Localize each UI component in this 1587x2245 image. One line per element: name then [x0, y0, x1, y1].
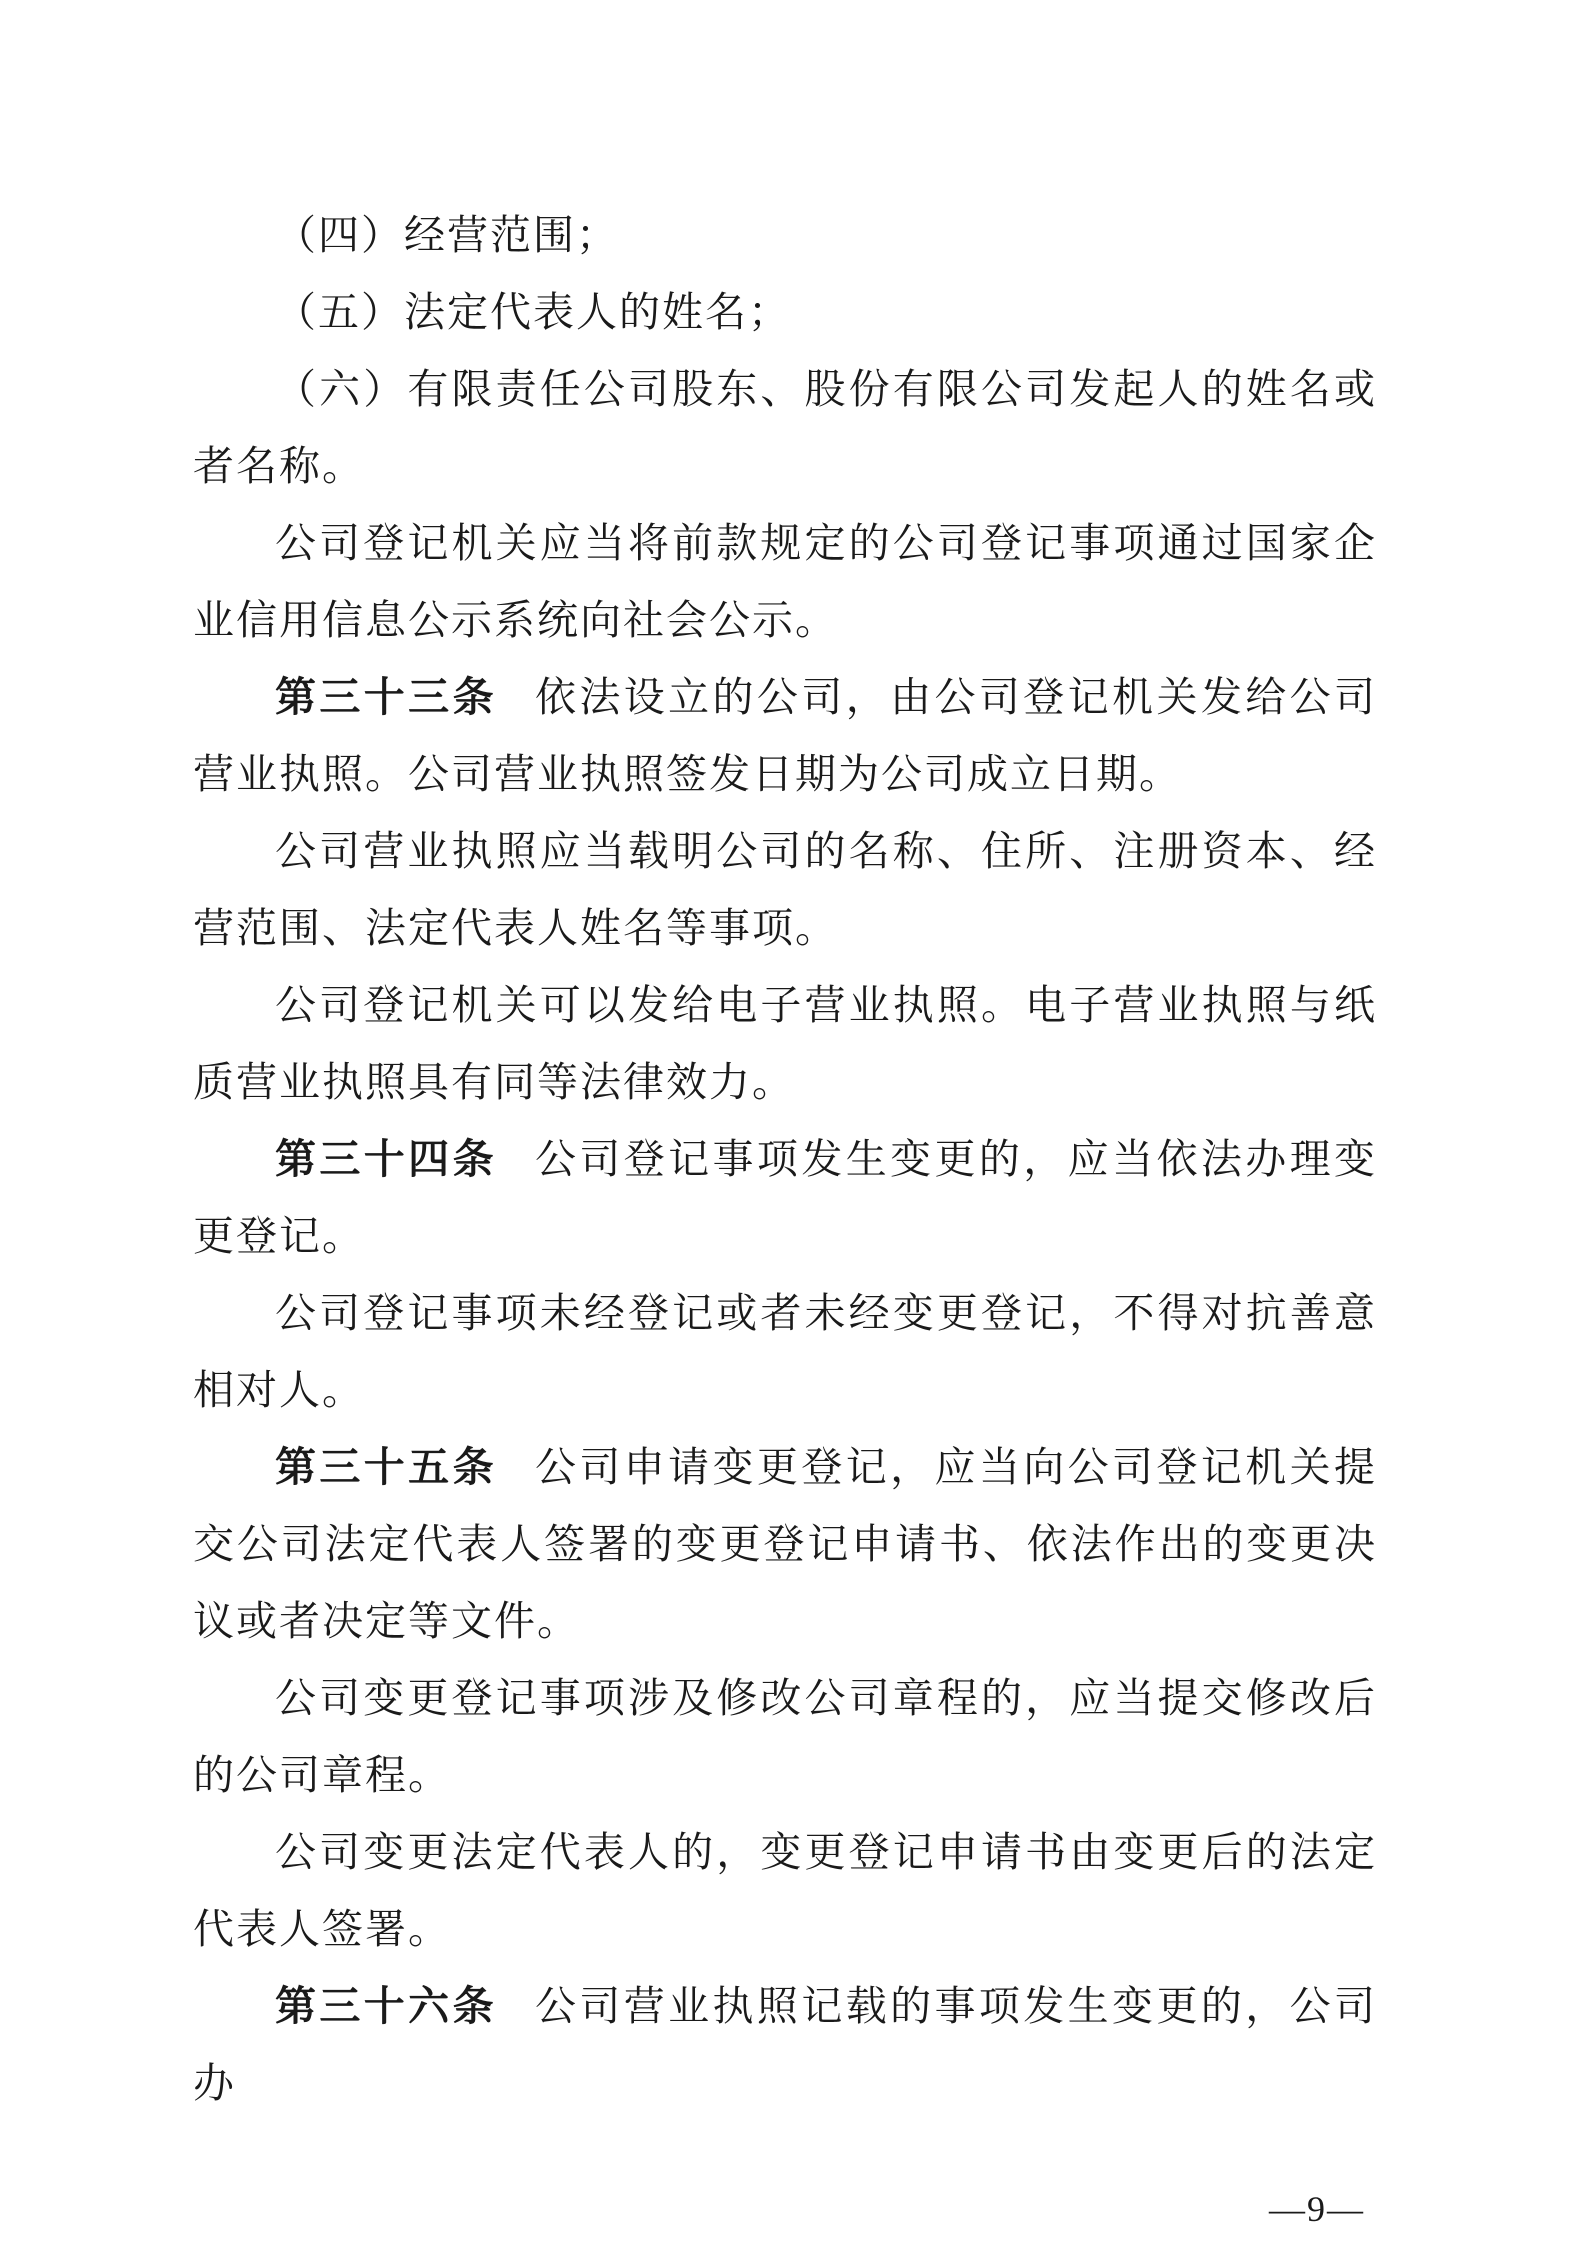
document-body [193, 197, 1377, 2122]
paragraph-text: （四）经营范围； [275, 211, 619, 259]
paragraph-text: 公司登记机关应当将前款规定的公司登记事项通过国家企业信用信息公示系统向社会公示。 [193, 519, 1377, 644]
paragraph [193, 967, 1377, 1121]
paragraph [193, 351, 1377, 505]
paragraph-text: 公司登记机关可以发给电子营业执照。电子营业执照与纸质营业执照具有同等法律效力。 [193, 981, 1377, 1106]
paragraph [193, 659, 1377, 813]
paragraph [193, 1814, 1377, 1968]
paragraph-text: 公司登记事项未经登记或者未经变更登记，不得对抗善意相对人。 [193, 1289, 1377, 1414]
article-number: 第三十四条 [275, 1135, 497, 1183]
paragraph [193, 1968, 1377, 2122]
paragraph-text: 公司变更法定代表人的，变更登记申请书由变更后的法定代表人签署。 [193, 1828, 1377, 1953]
paragraph-text: 公司变更登记事项涉及修改公司章程的，应当提交修改后的公司章程。 [193, 1674, 1377, 1799]
paragraph-text: 公司营业执照应当载明公司的名称、住所、注册资本、经营范围、法定代表人姓名等事项。 [193, 827, 1377, 952]
paragraph-text: 公司登记事项发生变更的，应当依法办理变更登记。 [193, 1135, 1378, 1260]
paragraph [193, 813, 1377, 967]
paragraph-text: 公司申请变更登记，应当向公司登记机关提交公司法定代表人签署的变更登记申请书、依法作出的变更决议或者决定等文件。 [193, 1443, 1378, 1645]
paragraph [193, 274, 1377, 351]
paragraph [193, 1429, 1377, 1660]
paragraph [193, 505, 1377, 659]
article-number: 第三十三条 [275, 673, 497, 721]
paragraph-text: （六）有限责任公司股东、股份有限公司发起人的姓名或者名称。 [193, 365, 1377, 490]
page-number: —9— [1269, 2189, 1365, 2229]
paragraph-text: （五）法定代表人的姓名； [275, 288, 791, 336]
paragraph [193, 1660, 1377, 1814]
paragraph [193, 1275, 1377, 1429]
paragraph [193, 197, 1377, 274]
article-number: 第三十六条 [275, 1982, 497, 2030]
paragraph [193, 1121, 1377, 1275]
paragraph-text: 依法设立的公司，由公司登记机关发给公司营业执照。公司营业执照签发日期为公司成立日期。 [193, 673, 1378, 798]
article-number: 第三十五条 [275, 1443, 497, 1491]
paragraph-text: 公司营业执照记载的事项发生变更的，公司办 [193, 1982, 1378, 2107]
